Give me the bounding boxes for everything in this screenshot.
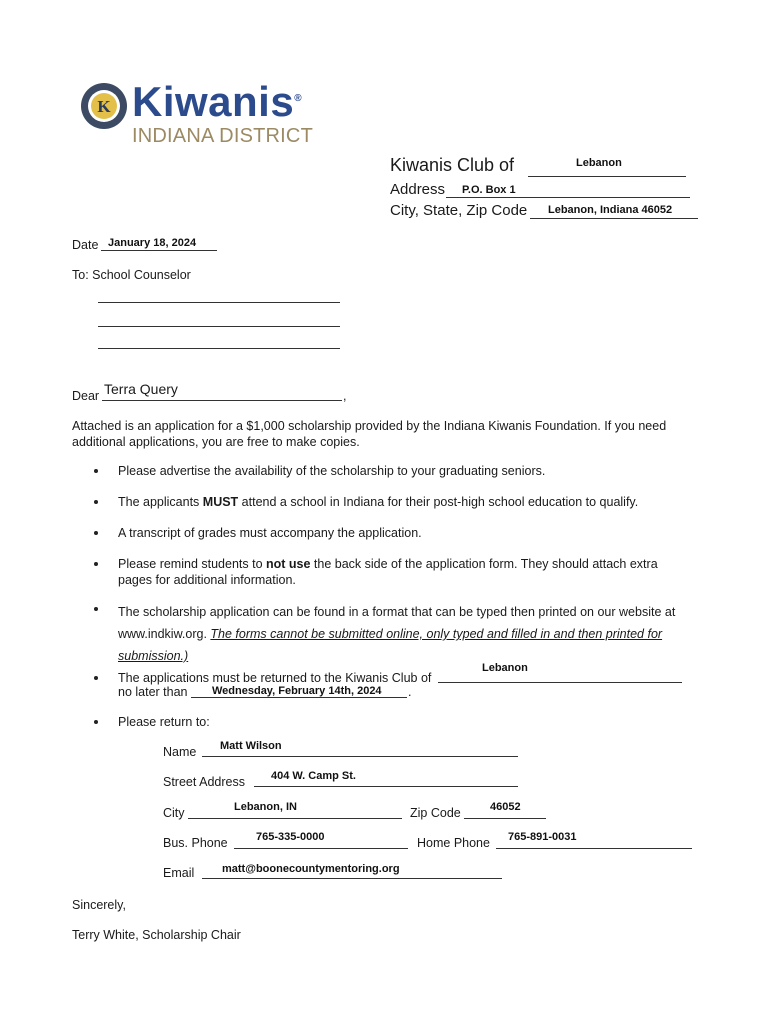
address-label: Address	[390, 181, 446, 198]
dear-value: Terra Query	[104, 381, 178, 397]
logo-district: INDIANA DISTRICT	[132, 125, 313, 147]
email-value: matt@boonecountymentoring.org	[222, 863, 400, 875]
bullet-3-dot	[94, 531, 98, 535]
bullet-7: Please return to:	[118, 715, 210, 729]
counselor-line-3	[98, 348, 340, 349]
email-underline	[202, 878, 502, 879]
kiwanis-emblem-icon	[80, 82, 128, 130]
csz-underline	[530, 218, 698, 219]
bullet-4: Please remind students to not use the back side of the application form. They should attach extra pages for additional information.	[118, 557, 658, 587]
city-value: Lebanon, IN	[234, 801, 297, 813]
name-underline	[202, 756, 518, 757]
csz-label: City, State, Zip Code	[390, 202, 528, 219]
bullet-5: The scholarship application can be found in a format that can be typed then printed on our website at www.indkiw.org. The forms cannot be submitted online, only typed and filled in and then printed for submission.)	[118, 605, 676, 663]
bullet-5-dot	[94, 607, 98, 611]
bullet-6-dot	[94, 676, 98, 680]
counselor-line-1	[98, 302, 340, 303]
zip-label: Zip Code	[410, 806, 461, 820]
date-underline	[101, 250, 217, 251]
bullet-6-deadline-value: Wednesday, February 14th, 2024	[212, 685, 382, 697]
street-label: Street Address	[163, 775, 245, 789]
date-label: Date	[72, 238, 99, 252]
street-value: 404 W. Camp St.	[271, 770, 356, 782]
bullet-1: Please advertise the availability of the scholarship to your graduating seniors.	[118, 464, 546, 478]
city-label: City	[163, 806, 185, 820]
closing-signature: Terry White, Scholarship Chair	[72, 928, 241, 942]
to-line: To: School Counselor	[72, 268, 191, 282]
bus-phone-label: Bus. Phone	[163, 836, 228, 850]
bullet-1-dot	[94, 469, 98, 473]
dear-label: Dear	[72, 389, 100, 403]
home-phone-label: Home Phone	[417, 836, 490, 850]
bus-phone-underline	[234, 848, 408, 849]
bullet-7-dot	[94, 720, 98, 724]
dear-underline	[102, 400, 342, 401]
kiwanis-logo	[80, 78, 330, 152]
home-phone-underline	[496, 848, 692, 849]
intro-paragraph: Attached is an application for a $1,000 scholarship provided by the Indiana Kiwanis Foundation. If you need additional applications, you are free to make copies.	[72, 419, 667, 449]
zip-underline	[464, 818, 546, 819]
dear-comma: ,	[343, 389, 347, 403]
city-underline	[188, 818, 402, 819]
club-underline	[528, 176, 686, 177]
bullet-6-club-value: Lebanon	[482, 662, 528, 674]
date-value: January 18, 2024	[108, 237, 197, 249]
bullet-6-line2-text: no later than	[118, 685, 188, 699]
bullet-6-period: .	[408, 685, 412, 699]
name-value: Matt Wilson	[220, 740, 282, 752]
bullet-6-club-underline	[438, 682, 682, 683]
name-label: Name	[163, 745, 197, 759]
address-value: P.O. Box 1	[462, 184, 516, 196]
street-underline	[254, 786, 518, 787]
bullet-3: A transcript of grades must accompany the application.	[118, 526, 422, 540]
bullet-2-dot	[94, 500, 98, 504]
bullet-6-text: The applications must be returned to the Kiwanis Club of	[118, 671, 432, 685]
email-label: Email	[163, 866, 195, 880]
counselor-line-2	[98, 326, 340, 327]
club-value: Lebanon	[576, 157, 622, 169]
zip-value: 46052	[490, 801, 521, 813]
address-underline	[446, 197, 690, 198]
club-label: Kiwanis Club of	[390, 155, 515, 175]
bullet-2: The applicants MUST attend a school in Indiana for their post-high school education to qualify.	[118, 495, 639, 509]
csz-value: Lebanon, Indiana 46052	[548, 204, 673, 216]
closing-sincerely: Sincerely,	[72, 898, 126, 912]
bullet-6-deadline-underline	[191, 697, 407, 698]
logo-brand: Kiwanis®	[132, 78, 303, 125]
svg-text:K: K	[97, 97, 111, 116]
bus-phone-value: 765-335-0000	[256, 831, 325, 843]
home-phone-value: 765-891-0031	[508, 831, 577, 843]
bullet-4-dot	[94, 562, 98, 566]
